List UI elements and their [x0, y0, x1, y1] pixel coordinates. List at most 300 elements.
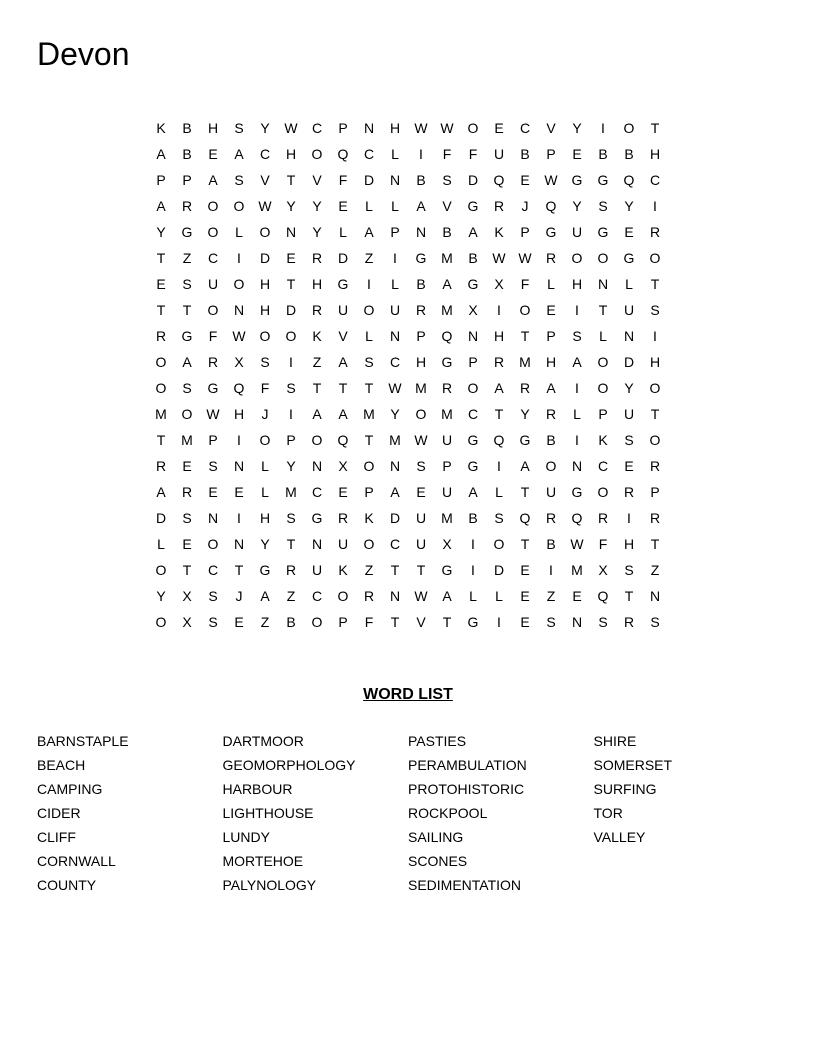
- grid-letter: H: [571, 276, 583, 292]
- grid-letter: T: [416, 562, 426, 578]
- grid-letter: N: [597, 276, 609, 292]
- grid-letter: L: [391, 198, 399, 214]
- grid-letter: O: [415, 406, 427, 422]
- grid-letter: R: [181, 484, 193, 500]
- grid-letter: G: [181, 224, 193, 240]
- grid-letter: T: [494, 406, 504, 422]
- grid-letter: Z: [650, 562, 660, 578]
- grid-letter: Z: [364, 250, 374, 266]
- grid-letter: P: [338, 614, 348, 630]
- grid-letter: C: [363, 146, 375, 162]
- grid-letter: G: [337, 276, 349, 292]
- grid-letter: I: [653, 328, 657, 344]
- word-item: HARBOUR: [222, 781, 293, 797]
- grid-letter: X: [182, 588, 192, 604]
- grid-letter: N: [207, 510, 219, 526]
- grid-letter: O: [623, 120, 635, 136]
- grid-letter: Q: [441, 328, 453, 344]
- grid-letter: N: [571, 614, 583, 630]
- grid-letter: L: [365, 328, 373, 344]
- grid-letter: W: [414, 120, 428, 136]
- grid-letter: L: [391, 146, 399, 162]
- grid-letter: T: [312, 380, 322, 396]
- word-item: PASTIES: [408, 733, 467, 749]
- grid-letter: C: [389, 354, 401, 370]
- grid-letter: R: [545, 250, 557, 266]
- grid-letter: E: [234, 484, 244, 500]
- grid-letter: S: [208, 458, 218, 474]
- grid-letter: W: [440, 120, 454, 136]
- grid-letter: E: [520, 588, 530, 604]
- grid-letter: G: [597, 224, 609, 240]
- word-item: ROCKPOOL: [408, 805, 488, 821]
- grid-letter: C: [207, 250, 219, 266]
- grid-letter: C: [597, 458, 609, 474]
- grid-letter: O: [259, 224, 271, 240]
- grid-letter: Z: [312, 354, 322, 370]
- grid-letter: R: [519, 380, 531, 396]
- grid-letter: E: [520, 172, 530, 188]
- grid-letter: E: [624, 458, 634, 474]
- grid-letter: A: [390, 484, 400, 500]
- grid-letter: T: [390, 562, 400, 578]
- word-item: LUNDY: [222, 829, 270, 845]
- grid-letter: A: [468, 484, 478, 500]
- grid-letter: A: [260, 588, 270, 604]
- grid-letter: D: [363, 172, 375, 188]
- grid-letter: G: [545, 224, 557, 240]
- grid-letter: W: [414, 432, 428, 448]
- grid-letter: T: [598, 302, 608, 318]
- word-item: BEACH: [37, 757, 86, 773]
- grid-letter: X: [442, 536, 452, 552]
- grid-letter: O: [467, 120, 479, 136]
- grid-letter: V: [338, 328, 348, 344]
- grid-letter: T: [286, 536, 296, 552]
- grid-letter: S: [442, 172, 452, 188]
- grid-letter: T: [650, 536, 660, 552]
- grid-letter: V: [416, 614, 426, 630]
- grid-letter: F: [260, 380, 270, 396]
- grid-letter: H: [233, 406, 245, 422]
- grid-letter: D: [285, 302, 297, 318]
- grid-letter: T: [364, 380, 374, 396]
- grid-letter: R: [545, 406, 557, 422]
- grid-letter: G: [441, 562, 453, 578]
- grid-letter: H: [649, 146, 661, 162]
- grid-letter: S: [208, 614, 218, 630]
- grid-letter: S: [494, 510, 504, 526]
- grid-letter: I: [289, 406, 293, 422]
- grid-letter: O: [545, 458, 557, 474]
- word-item: CORNWALL: [37, 853, 116, 869]
- grid-letter: R: [181, 198, 193, 214]
- word-list-title: WORD LIST: [363, 686, 453, 703]
- grid-letter: A: [494, 380, 504, 396]
- grid-letter: T: [390, 614, 400, 630]
- grid-letter: N: [311, 536, 323, 552]
- grid-letter: R: [337, 510, 349, 526]
- grid-letter: T: [156, 302, 166, 318]
- grid-letter: Y: [260, 120, 270, 136]
- grid-letter: T: [520, 328, 530, 344]
- grid-letter: Z: [546, 588, 556, 604]
- grid-letter: R: [311, 302, 323, 318]
- grid-letter: A: [572, 354, 582, 370]
- grid-letter: S: [234, 172, 244, 188]
- grid-letter: P: [546, 146, 556, 162]
- grid-letter: G: [467, 198, 479, 214]
- grid-letter: A: [338, 354, 348, 370]
- grid-letter: C: [207, 562, 219, 578]
- grid-letter: H: [649, 354, 661, 370]
- grid-letter: A: [156, 146, 166, 162]
- grid-letter: U: [441, 484, 453, 500]
- grid-letter: O: [207, 536, 219, 552]
- grid-letter: B: [598, 146, 608, 162]
- grid-letter: U: [415, 536, 427, 552]
- grid-letter: H: [207, 120, 219, 136]
- grid-letter: L: [573, 406, 581, 422]
- grid-letter: L: [495, 484, 503, 500]
- grid-letter: H: [623, 536, 635, 552]
- grid-letter: G: [259, 562, 271, 578]
- grid-letter: P: [338, 120, 348, 136]
- grid-letter: A: [234, 146, 244, 162]
- grid-letter: Q: [337, 146, 349, 162]
- grid-letter: U: [571, 224, 583, 240]
- grid-letter: D: [493, 562, 505, 578]
- grid-letter: O: [233, 198, 245, 214]
- grid-letter: E: [234, 614, 244, 630]
- grid-letter: S: [416, 458, 426, 474]
- grid-letter: M: [441, 406, 453, 422]
- grid-letter: A: [156, 198, 166, 214]
- grid-letter: I: [575, 380, 579, 396]
- grid-letter: B: [416, 276, 426, 292]
- grid-letter: P: [286, 432, 296, 448]
- grid-letter: A: [442, 588, 452, 604]
- grid-letter: F: [338, 172, 348, 188]
- grid-letter: A: [416, 198, 426, 214]
- grid-letter: B: [546, 432, 556, 448]
- grid-letter: K: [494, 224, 504, 240]
- grid-letter: N: [233, 458, 245, 474]
- grid-letter: W: [570, 536, 584, 552]
- grid-letter: Y: [312, 224, 322, 240]
- grid-letter: S: [182, 510, 192, 526]
- grid-letter: X: [182, 614, 192, 630]
- grid-letter: M: [519, 354, 531, 370]
- letter-grid: [148, 115, 668, 635]
- grid-letter: Q: [545, 198, 557, 214]
- word-column: [408, 729, 594, 897]
- grid-letter: O: [155, 614, 167, 630]
- word-item: PERAMBULATION: [408, 757, 527, 773]
- grid-letter: I: [289, 354, 293, 370]
- grid-letter: I: [627, 510, 631, 526]
- grid-letter: S: [572, 328, 582, 344]
- grid-letter: O: [519, 302, 531, 318]
- word-item: PROTOHISTORIC: [408, 781, 525, 797]
- grid-letter: B: [546, 536, 556, 552]
- grid-letter: B: [286, 614, 296, 630]
- word-column: [223, 729, 409, 897]
- grid-letter: O: [259, 328, 271, 344]
- grid-letter: O: [571, 250, 583, 266]
- grid-letter: L: [469, 588, 477, 604]
- grid-letter: S: [546, 614, 556, 630]
- word-item: VALLEY: [593, 829, 646, 845]
- grid-letter: P: [182, 172, 192, 188]
- grid-letter: U: [545, 484, 557, 500]
- grid-letter: C: [311, 588, 323, 604]
- grid-letter: L: [339, 224, 347, 240]
- grid-letter: X: [468, 302, 478, 318]
- grid-letter: Q: [519, 510, 531, 526]
- word-item: SCONES: [408, 853, 468, 869]
- grid-letter: M: [285, 484, 297, 500]
- grid-letter: H: [389, 120, 401, 136]
- grid-letter: Z: [364, 562, 374, 578]
- grid-letter: O: [363, 536, 375, 552]
- grid-letter: I: [471, 536, 475, 552]
- word-item: CAMPING: [37, 781, 103, 797]
- grid-letter: F: [442, 146, 452, 162]
- grid-letter: S: [364, 354, 374, 370]
- word-item: MORTEHOE: [222, 853, 304, 869]
- grid-letter: E: [572, 588, 582, 604]
- grid-letter: W: [414, 588, 428, 604]
- grid-letter: P: [416, 328, 426, 344]
- grid-letter: D: [259, 250, 271, 266]
- grid-letter: I: [393, 250, 397, 266]
- grid-letter: Z: [182, 250, 192, 266]
- grid-letter: R: [207, 354, 219, 370]
- grid-letter: W: [544, 172, 558, 188]
- page-title: Devon: [37, 36, 130, 72]
- grid-letter: O: [155, 354, 167, 370]
- grid-letter: Q: [233, 380, 245, 396]
- grid-letter: O: [285, 328, 297, 344]
- grid-letter: Q: [623, 172, 635, 188]
- grid-letter: T: [650, 120, 660, 136]
- grid-letter: U: [623, 302, 635, 318]
- grid-letter: C: [311, 484, 323, 500]
- grid-letter: U: [493, 146, 505, 162]
- grid-letter: A: [182, 354, 192, 370]
- grid-letter: E: [572, 146, 582, 162]
- grid-letter: B: [468, 510, 478, 526]
- grid-letter: U: [337, 302, 349, 318]
- word-item: SAILING: [408, 829, 464, 845]
- grid-letter: U: [415, 510, 427, 526]
- grid-letter: R: [623, 614, 635, 630]
- grid-letter: N: [623, 328, 635, 344]
- grid-letter: B: [182, 120, 192, 136]
- grid-letter: O: [181, 406, 193, 422]
- grid-letter: K: [312, 328, 322, 344]
- grid-letter: Y: [572, 120, 582, 136]
- grid-letter: S: [234, 120, 244, 136]
- grid-letter: S: [624, 562, 634, 578]
- grid-letter: H: [259, 276, 271, 292]
- grid-letter: J: [235, 588, 243, 604]
- grid-letter: T: [234, 562, 244, 578]
- grid-letter: X: [338, 458, 348, 474]
- grid-letter: N: [233, 536, 245, 552]
- grid-letter: O: [155, 562, 167, 578]
- grid-letter: M: [415, 380, 427, 396]
- grid-letter: S: [650, 614, 660, 630]
- word-item: DARTMOOR: [222, 733, 304, 749]
- grid-letter: A: [442, 276, 452, 292]
- grid-letter: D: [389, 510, 401, 526]
- grid-letter: O: [363, 458, 375, 474]
- grid-letter: P: [156, 172, 166, 188]
- grid-letter: N: [363, 120, 375, 136]
- grid-letter: F: [364, 614, 374, 630]
- grid-letter: D: [467, 172, 479, 188]
- grid-letter: R: [415, 302, 427, 318]
- grid-letter: O: [493, 536, 505, 552]
- grid-letter: M: [389, 432, 401, 448]
- word-column: [594, 729, 780, 897]
- grid-letter: O: [311, 432, 323, 448]
- grid-letter: Q: [337, 432, 349, 448]
- grid-letter: G: [207, 380, 219, 396]
- grid-letter: G: [415, 250, 427, 266]
- grid-letter: N: [389, 328, 401, 344]
- grid-letter: O: [597, 250, 609, 266]
- grid-letter: E: [520, 614, 530, 630]
- grid-letter: O: [649, 432, 661, 448]
- grid-letter: J: [261, 406, 269, 422]
- grid-letter: E: [416, 484, 426, 500]
- grid-letter: I: [497, 302, 501, 318]
- grid-letter: U: [337, 536, 349, 552]
- grid-letter: H: [311, 276, 323, 292]
- grid-letter: C: [519, 120, 531, 136]
- grid-letter: X: [234, 354, 244, 370]
- grid-letter: A: [208, 172, 218, 188]
- grid-letter: G: [467, 276, 479, 292]
- grid-letter: P: [520, 224, 530, 240]
- grid-letter: P: [442, 458, 452, 474]
- grid-letter: L: [495, 588, 503, 604]
- grid-letter: S: [598, 614, 608, 630]
- grid-letter: B: [182, 146, 192, 162]
- grid-letter: S: [624, 432, 634, 448]
- grid-letter: G: [441, 354, 453, 370]
- grid-letter: O: [363, 302, 375, 318]
- grid-letter: Y: [624, 198, 634, 214]
- grid-letter: H: [259, 302, 271, 318]
- grid-letter: T: [364, 432, 374, 448]
- grid-letter: L: [365, 198, 373, 214]
- grid-letter: S: [208, 588, 218, 604]
- grid-letter: N: [649, 588, 661, 604]
- grid-letter: A: [520, 458, 530, 474]
- grid-letter: T: [442, 614, 452, 630]
- grid-letter: T: [156, 250, 166, 266]
- grid-letter: C: [467, 406, 479, 422]
- grid-letter: R: [285, 562, 297, 578]
- grid-letter: T: [286, 276, 296, 292]
- grid-letter: V: [546, 120, 556, 136]
- grid-letter: O: [467, 380, 479, 396]
- word-item: SURFING: [593, 781, 657, 797]
- grid-letter: P: [546, 328, 556, 344]
- grid-letter: S: [650, 302, 660, 318]
- grid-letter: O: [649, 380, 661, 396]
- grid-letter: X: [494, 276, 504, 292]
- grid-letter: H: [415, 354, 427, 370]
- grid-letter: R: [493, 354, 505, 370]
- word-item: TOR: [593, 805, 623, 821]
- grid-letter: P: [650, 484, 660, 500]
- grid-letter: K: [364, 510, 374, 526]
- grid-letter: O: [207, 224, 219, 240]
- grid-letter: E: [624, 224, 634, 240]
- grid-letter: R: [311, 250, 323, 266]
- grid-letter: T: [520, 536, 530, 552]
- word-item: CIDER: [37, 805, 81, 821]
- grid-letter: O: [597, 354, 609, 370]
- grid-letter: V: [312, 172, 322, 188]
- word-item: CLIFF: [37, 829, 76, 845]
- grid-letter: W: [388, 380, 402, 396]
- grid-letter: E: [494, 120, 504, 136]
- grid-letter: N: [285, 224, 297, 240]
- grid-letter: U: [311, 562, 323, 578]
- grid-letter: M: [155, 406, 167, 422]
- grid-letter: O: [649, 250, 661, 266]
- word-item: GEOMORPHOLOGY: [222, 757, 356, 773]
- grid-letter: R: [155, 328, 167, 344]
- grid-letter: O: [259, 432, 271, 448]
- grid-letter: X: [598, 562, 608, 578]
- grid-letter: B: [442, 224, 452, 240]
- grid-letter: F: [598, 536, 608, 552]
- grid-letter: H: [285, 146, 297, 162]
- grid-letter: R: [649, 224, 661, 240]
- grid-letter: F: [208, 328, 218, 344]
- grid-letter: E: [182, 458, 192, 474]
- grid-letter: C: [649, 172, 661, 188]
- grid-letter: E: [208, 146, 218, 162]
- grid-letter: E: [546, 302, 556, 318]
- grid-letter: A: [312, 406, 322, 422]
- grid-letter: R: [623, 484, 635, 500]
- grid-letter: N: [389, 172, 401, 188]
- grid-letter: R: [649, 458, 661, 474]
- grid-letter: I: [471, 562, 475, 578]
- grid-letter: A: [546, 380, 556, 396]
- grid-letter: E: [208, 484, 218, 500]
- grid-letter: A: [364, 224, 374, 240]
- grid-letter: Y: [624, 380, 634, 396]
- grid-letter: G: [467, 432, 479, 448]
- grid-letter: I: [497, 614, 501, 630]
- grid-letter: N: [311, 458, 323, 474]
- grid-letter: C: [311, 120, 323, 136]
- grid-letter: I: [497, 458, 501, 474]
- grid-letter: W: [258, 198, 272, 214]
- grid-letter: G: [597, 172, 609, 188]
- grid-letter: O: [311, 146, 323, 162]
- grid-letter: W: [284, 120, 298, 136]
